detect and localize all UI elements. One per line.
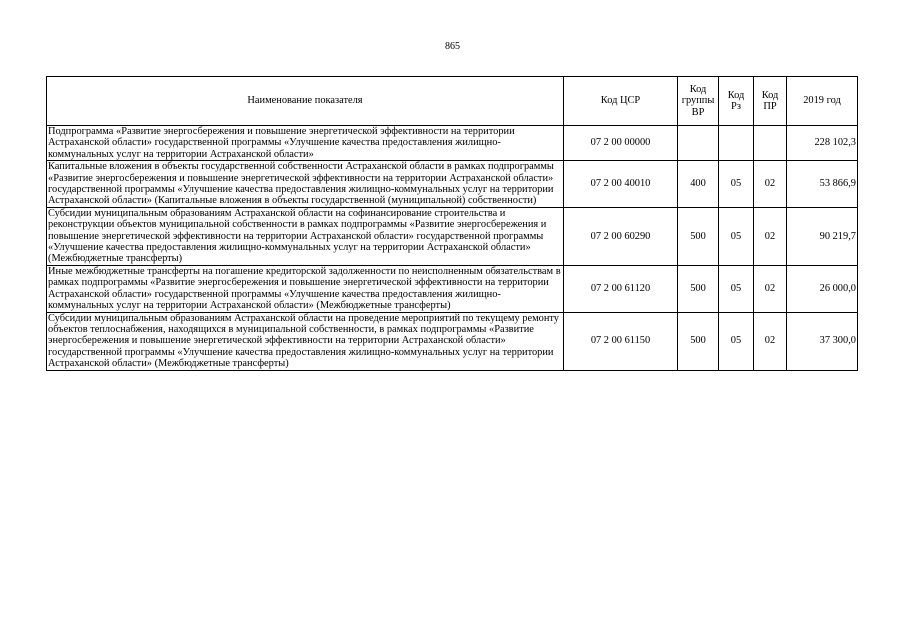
row-amount: 53 866,9 bbox=[787, 161, 858, 208]
row-amount: 37 300,0 bbox=[787, 312, 858, 370]
header-year: 2019 год bbox=[787, 77, 858, 126]
row-name: Капитальные вложения в объекты государственной собственности Астраханской области в рамках подпрограммы «Развитие энергосбережения и повышение энергетической эффективности на территории Астраханской области» государственной программы «Улучшение качества предоставления жилищно-коммунальных услуг на территории Астраханской области» (Капитальные вложения в объекты государственной (муниципальной) собственности) bbox=[47, 161, 564, 208]
budget-table bbox=[46, 76, 858, 371]
row-pr: 02 bbox=[754, 312, 787, 370]
header-name: Наименование показателя bbox=[47, 77, 564, 126]
row-csr: 07 2 00 60290 bbox=[564, 207, 678, 265]
row-pr: 02 bbox=[754, 161, 787, 208]
row-pr bbox=[754, 126, 787, 161]
row-csr: 07 2 00 61150 bbox=[564, 312, 678, 370]
row-name: Иные межбюджетные трансферты на погашение кредиторской задолженности по неисполненным обязательствам в рамках подпрограммы «Развитие энергосбережения и повышение энергетической эффективности на территории Астраханской области» государственной программы «Улучшение качества предоставления жилищно-коммунальных услуг на территории Астраханской области» (Межбюджетные трансферты) bbox=[47, 265, 564, 312]
row-rz: 05 bbox=[719, 265, 754, 312]
row-amount: 228 102,3 bbox=[787, 126, 858, 161]
header-pr: Код ПР bbox=[754, 77, 787, 126]
row-name: Субсидии муниципальным образованиям Астраханской области на проведение мероприятий по текущему ремонту объектов теплоснабжения, находящихся в муниципальной собственности, в рамках подпрограммы «Развитие энергосбережения и повышение энергетической эффективности на территории Астраханской области» государственной программы «Улучшение качества предоставления жилищно-коммунальных услуг на территории Астраханской области» (Межбюджетные трансферты) bbox=[47, 312, 564, 370]
row-vr: 500 bbox=[678, 312, 719, 370]
row-pr: 02 bbox=[754, 207, 787, 265]
row-name: Субсидии муниципальным образованиям Астраханской области на софинансирование строительства и реконструкции объектов муниципальной собственности в рамках подпрограммы «Развитие энергосбережения и повышение энергетической эффективности на территории Астраханской области» государственной программы «Улучшение качества предоставления жилищно-коммунальных услуг на территории Астраханской области» (Межбюджетные трансферты) bbox=[47, 207, 564, 265]
row-pr: 02 bbox=[754, 265, 787, 312]
row-vr: 500 bbox=[678, 265, 719, 312]
header-vr: Код группы ВР bbox=[678, 77, 719, 126]
row-csr: 07 2 00 61120 bbox=[564, 265, 678, 312]
row-vr bbox=[678, 126, 719, 161]
row-vr: 400 bbox=[678, 161, 719, 208]
row-rz: 05 bbox=[719, 161, 754, 208]
row-name: Подпрограмма «Развитие энергосбережения и повышение энергетической эффективности на территории Астраханской области» государственной программы «Улучшение качества предоставления жилищно-коммунальных услуг на территории Астраханской области» bbox=[47, 126, 564, 161]
table-row bbox=[47, 312, 858, 370]
row-amount: 26 000,0 bbox=[787, 265, 858, 312]
header-rz: Код Рз bbox=[719, 77, 754, 126]
table-row bbox=[47, 207, 858, 265]
page-number: 865 bbox=[445, 41, 460, 52]
row-rz: 05 bbox=[719, 312, 754, 370]
table-row bbox=[47, 126, 858, 161]
row-csr: 07 2 00 00000 bbox=[564, 126, 678, 161]
row-rz bbox=[719, 126, 754, 161]
row-csr: 07 2 00 40010 bbox=[564, 161, 678, 208]
header-row bbox=[47, 77, 858, 126]
header-csr: Код ЦСР bbox=[564, 77, 678, 126]
row-vr: 500 bbox=[678, 207, 719, 265]
table-row bbox=[47, 161, 858, 208]
row-amount: 90 219,7 bbox=[787, 207, 858, 265]
table-row bbox=[47, 265, 858, 312]
row-rz: 05 bbox=[719, 207, 754, 265]
